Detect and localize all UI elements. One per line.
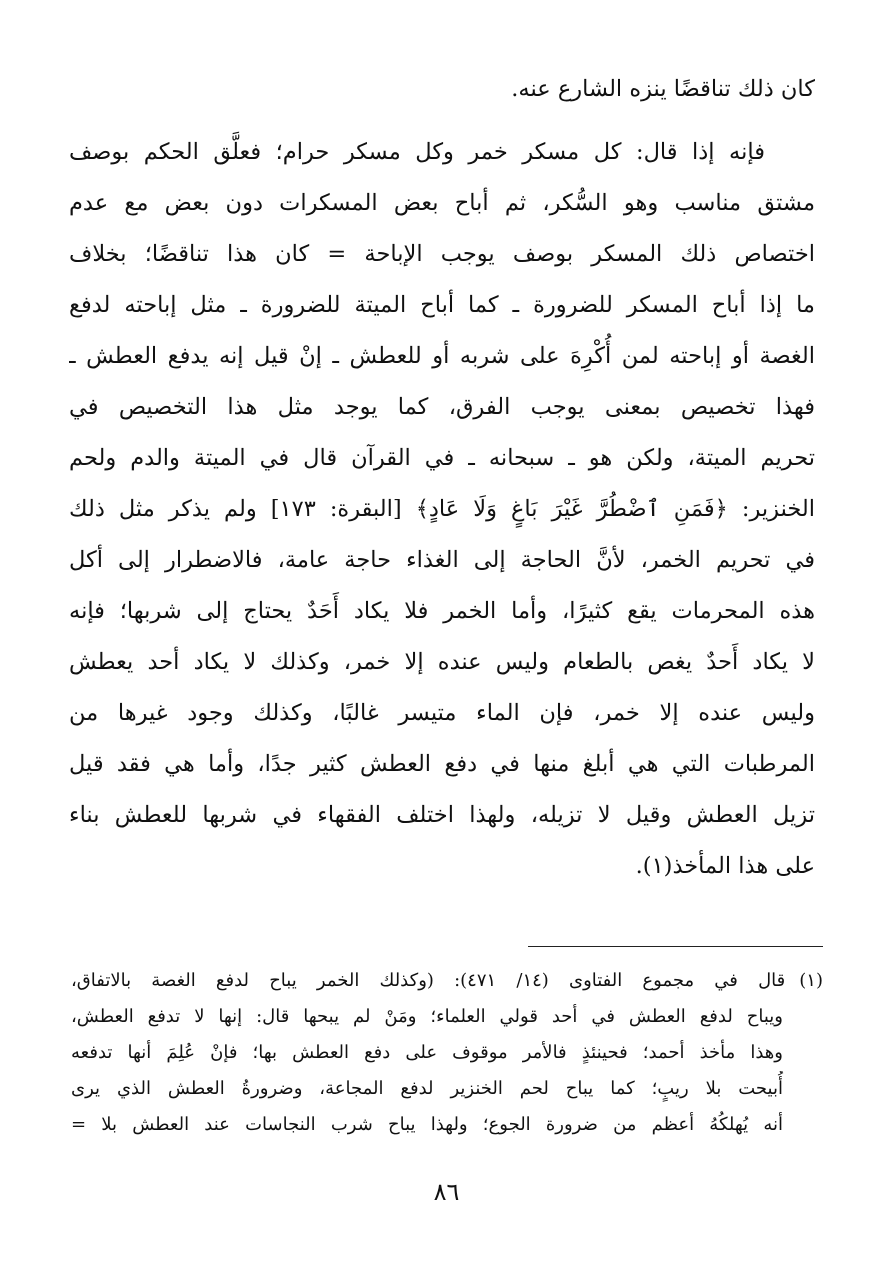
text-line-10: في تحريم الخمر، لأنَّ الحاجة إلى الغذاء حاجة عامة، فالاضطرار إلى أكل — [69, 547, 815, 573]
text-line-6: الغصة أو إباحته لمن أُكْرِهَ على شربه أو للعطش ـ إنْ قيل إنه يدفع العطش ـ — [69, 343, 815, 369]
text-line-14: المرطبات التي هي أبلغ منها في دفع العطش كثير جدًا، وأما هي فقد قيل — [69, 751, 815, 777]
text-line-9: الخنزير: ﴿فَمَنِ ٱضْطُرَّ غَيْرَ بَاغٍ وَلَا عَادٍ﴾ [البقرة: ١٧٣] ولم يذكر مثل ذلك — [69, 496, 815, 522]
page-number: ٨٦ — [433, 1178, 460, 1206]
footnote-line-4: أُبيحت بلا ريبٍ؛ كما يباح لحم الخنزير لدفع المجاعة، وضرورةُ العطش الذي يرى — [71, 1078, 783, 1099]
footnote-block — [71, 963, 823, 1143]
text-line-2: فإنه إذا قال: كل مسكر خمر وكل مسكر حرام؛ فعلَّق الحكم بوصف — [69, 139, 765, 165]
text-line-16: على هذا المأخذ(١). — [635, 853, 815, 879]
text-line-3: مشتق مناسب وهو السُّكر، ثم أباح بعض المسكرات دون بعض مع عدم — [69, 190, 815, 216]
text-line-7: فهذا تخصيص بمعنى يوجب الفرق، كما يوجد مثل هذا التخصيص في — [69, 394, 815, 420]
footnote-line-5: أنه يُهلكُهُ أعظم من ضرورة الجوع؛ ولهذا يباح شرب النجاسات عند العطش بلا = — [71, 1114, 783, 1135]
main-text-block — [69, 64, 815, 892]
footnote-line-2: ويباح لدفع العطش في أحد قولي العلماء؛ ومَنْ لم يبحها قال: إنها لا تدفع العطش، — [71, 1006, 783, 1027]
footnote-marker: (١) — [799, 970, 823, 991]
footnote-text-1: قال في مجموع الفتاوى (١٤/ ٤٧١): (وكذلك الخمر يباح لدفع الغصة بالاتفاق، — [71, 970, 786, 991]
text-line-4: اختصاص ذلك المسكر بوصف يوجب الإباحة = كان هذا تناقضًا؛ بخلاف — [69, 241, 815, 267]
text-line-5: ما إذا أباح المسكر للضرورة ـ كما أباح الميتة للضرورة ـ مثل إباحته لدفع — [69, 292, 815, 318]
text-line-11: هذه المحرمات يقع كثيرًا، وأما الخمر فلا يكاد أَحَدٌ يحتاج إلى شربها؛ فإنه — [69, 598, 815, 624]
text-line-15: تزيل العطش وقيل لا تزيله، ولهذا اختلف الفقهاء في شربها للعطش بناء — [69, 802, 815, 828]
paragraph-gap — [69, 115, 815, 127]
text-line-13: وليس عنده إلا خمر، فإن الماء متيسر غالبًا، وكذلك وجود غيرها من — [69, 700, 815, 726]
text-line-8: تحريم الميتة، ولكن هو ـ سبحانه ـ في القرآن قال في الميتة والدم ولحم — [69, 445, 815, 471]
footnote-line-3: وهذا مأخذ أحمد؛ فحينئذٍ فالأمر موقوف على دفع العطش بها؛ فإنْ عُلِمَ أنها تدفعه — [71, 1042, 783, 1063]
footnote-divider — [528, 946, 823, 947]
text-line-12: لا يكاد أَحدٌ يغص بالطعام وليس عنده إلا خمر، وكذلك لا يكاد أحد يعطش — [69, 649, 815, 675]
footnote-line-1 — [71, 963, 823, 999]
text-line-1: كان ذلك تناقضًا ينزه الشارع عنه. — [511, 76, 815, 102]
